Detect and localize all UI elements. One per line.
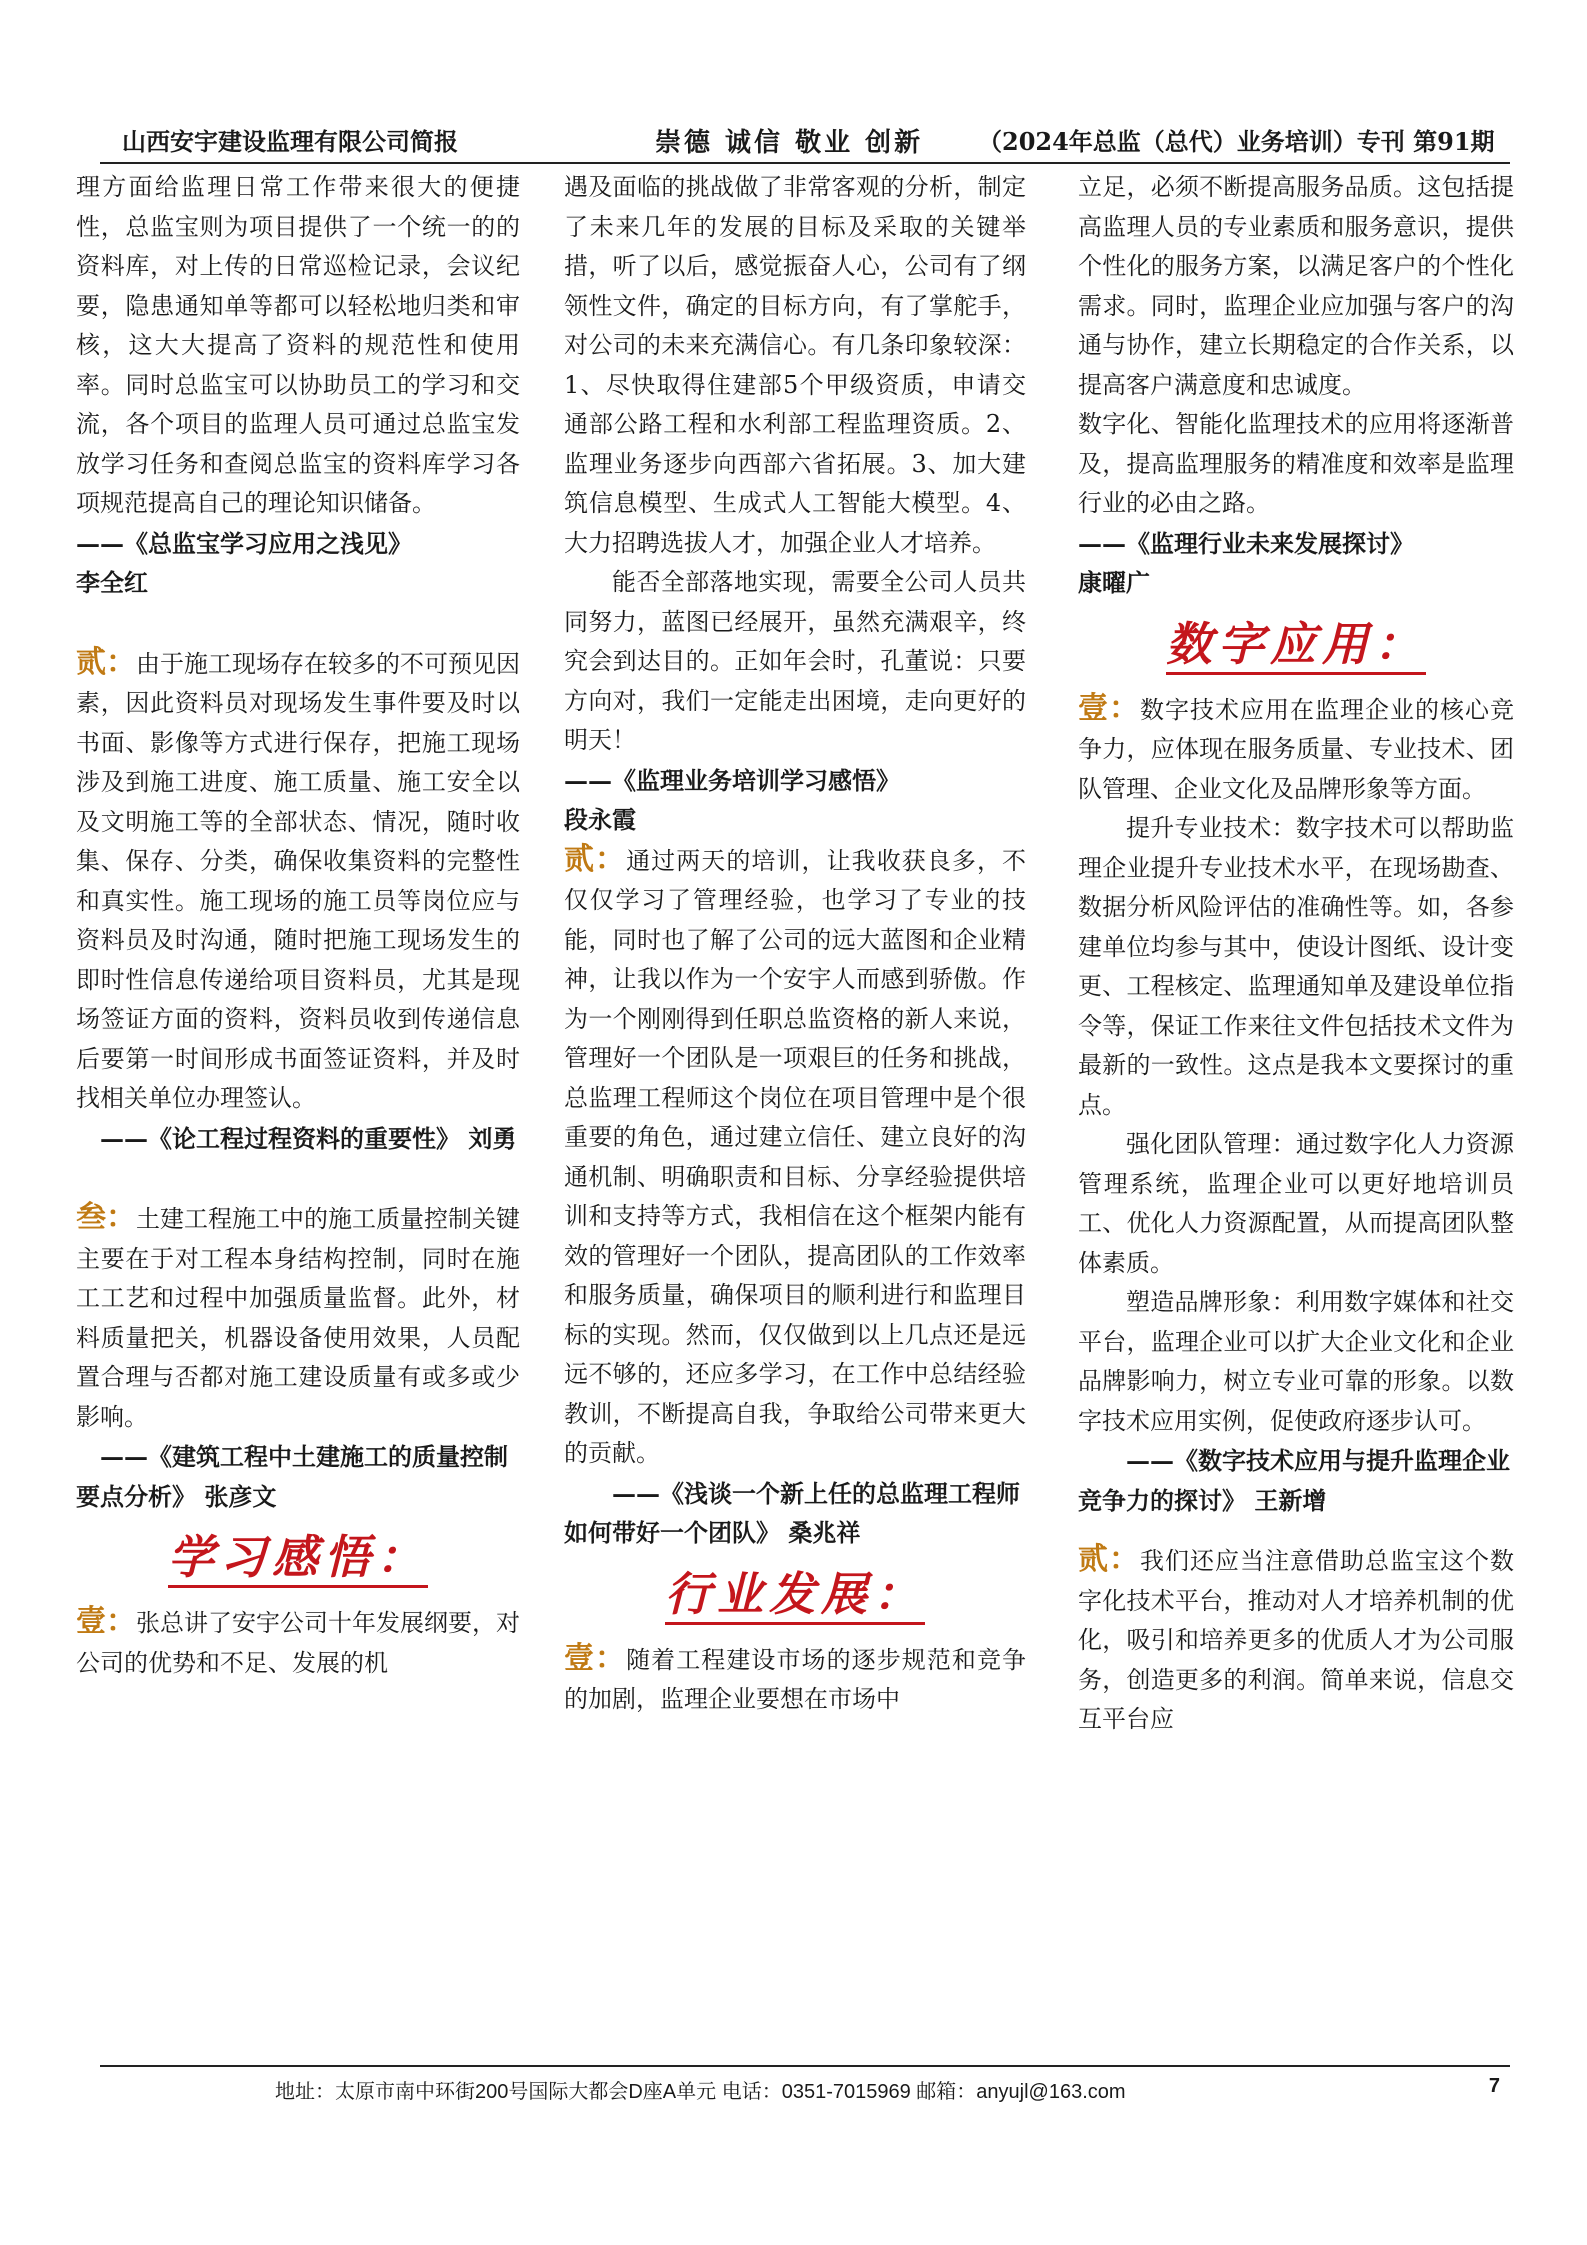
column-2 (564, 168, 1026, 1720)
page-header (100, 118, 1510, 164)
citation: ——《浅谈一个新上任的总监理工程师如何带好一个团队》 桑兆祥 (564, 1478, 1020, 1547)
column-1 (76, 168, 520, 1683)
paragraph: 塑造品牌形象：利用数字媒体和社交平台，监理企业可以扩大企业文化和企业品牌影响力，树立专业可靠的形象。以数字技术应用实例，促使政府逐步认可。 (1078, 1288, 1514, 1435)
item-number: 壹： (76, 1604, 136, 1639)
paragraph: 张总讲了安宇公司十年发展纲要，对公司的优势和不足、发展的机 (76, 1609, 520, 1677)
contact-info: 地址：太原市南中环街200号国际大都会D座A单元 电话：0351-7015969 邮箱：anyujl@163.com (275, 2081, 1126, 2103)
item-number: 壹： (564, 1640, 627, 1676)
paragraph: 数字化、智能化监理技术的应用将逐渐普及，提高监理服务的精准度和效率是监理行业的必由之路。 (1078, 410, 1514, 517)
paragraph: 能否全部落地实现，需要全公司人员共同努力，蓝图已经展开，虽然充满艰辛，终究会到达目的。正如年会时，孔董说：只要方向对，我们一定能走出困境，走向更好的明天！ (564, 568, 1026, 754)
citation: ——《数字技术应用与提升监理企业竞争力的探讨》 王新增 (1078, 1446, 1510, 1515)
section-title: 数字应用： (1078, 609, 1514, 679)
item-number: 贰： (564, 841, 627, 877)
citation: ——《总监宝学习应用之浅见》 (76, 528, 412, 558)
column-3 (1078, 168, 1514, 1740)
paragraph: 遇及面临的挑战做了非常客观的分析，制定了未来几年的发展的目标及采取的关键举措，听了以后，感觉振奋人心，公司有了纲领性文件，确定的目标方向，有了掌舵手，对公司的未来充满信心。有几条印象较深：1、尽快取得住建部5个甲级资质，申请交通部公路工程和水利部工程监理资质。2、监理业务逐步向西部六省拓展。3、加大建筑信息模型、生成式人工智能大模型。4、大力招聘选拔人才，加强企业人才培养。 (564, 173, 1026, 557)
paragraph: 通过两天的培训，让我收获良多，不仅仅学习了管理经验，也学习了专业的技能，同时也了解了公司的远大蓝图和企业精神，让我以作为一个安宇人而感到骄傲。作为一个刚刚得到任职总监资格的新人来说，管理好一个团队是一项艰巨的任务和挑战，总监理工程师这个岗位在项目管理中是个很重要的角色，通过建立信任、建立良好的沟通机制、明确职责和目标、分享经验提供培训和支持等方式，我相信在这个框架内能有效的管理好一个团队，提高团队的工作效率和服务质量，确保项目的顺利进行和监理目标的实现。然而，仅仅做到以上几点还是远远不够的，还应多学习，在工作中总结经验教训，不断提高自我，争取给公司带来更大的贡献。 (564, 846, 1027, 1467)
page-number: 7 (1488, 2075, 1500, 2097)
paragraph: 我们还应当注意借助总监宝这个数字化技术平台，推动对人才培养机制的优化，吸引和培养更多的优质人才为公司服务，创造更多的利润。简单来说，信息交互平台应 (1078, 1547, 1514, 1733)
paragraph: 立足，必须不断提高服务品质。这包括提高监理人员的专业素质和服务意识，提供个性化的服务方案，以满足客户的个性化需求。同时，监理企业应加强与客户的沟通与协作，建立长期稳定的合作关系，以提高客户满意度和忠诚度。 (1078, 173, 1514, 399)
citation: ——《监理业务培训学习感悟》 (564, 765, 900, 795)
section-title: 行业发展： (564, 1559, 1026, 1629)
paragraph: 土建工程施工中的施工质量控制关键主要在于对工程本身结构控制，同时在施工工艺和过程中加强质量监督。此外，材料质量把关，机器设备使用效果，人员配置合理与否都对施工建设质量有或多或少影响。 (76, 1205, 520, 1431)
page-footer (100, 2065, 1510, 2103)
issue-info: （2024年总监（总代）业务培训）专刊 第91期 (978, 127, 1495, 156)
motto: 崇德 诚信 敬业 创新 (655, 128, 924, 158)
paragraph: 理方面给监理日常工作带来很大的便捷性，总监宝则为项目提供了一个统一的的资料库，对上传的日常巡检记录，会议纪要，隐患通知单等都可以轻松地归类和审核，这大大提高了资料的规范性和使用率。同时总监宝可以协助员工的学习和交流，各个项目的监理人员可通过总监宝发放学习任务和查阅总监宝的资料库学习各项规范提高自己的理论知识储备。 (76, 173, 520, 517)
author: 段永霞 (564, 805, 636, 834)
paragraph: 由于施工现场存在较多的不可预见因素，因此资料员对现场发生事件要及时以书面、影像等方式进行保存，把施工现场涉及到施工进度、施工质量、施工安全以及文明施工等的全部状态、情况，随时收集、保存、分类，确保收集资料的完整性和真实性。施工现场的施工员等岗位应与资料员及时沟通，随时把施工现场发生的即时性信息传递给项目资料员，尤其是现场签证方面的资料，资料员收到传递信息后要第一时间形成书面签证资料，并及时找相关单位办理签认。 (76, 649, 520, 1112)
author: 李全红 (76, 568, 148, 597)
author: 康曜广 (1078, 568, 1150, 597)
company-name: 山西安宇建设监理有限公司简报 (122, 127, 458, 156)
item-number: 壹： (1078, 690, 1140, 726)
item-number: 贰： (1078, 1542, 1140, 1577)
citation: ——《监理行业未来发展探讨》 (1078, 528, 1414, 558)
item-number: 叁： (76, 1200, 136, 1235)
paragraph: 数字技术应用在监理企业的核心竞争力，应体现在服务质量、专业技术、团队管理、企业文化及品牌形象等方面。 (1078, 695, 1514, 803)
citation: ——《建筑工程中土建施工的质量控制要点分析》 张彦文 (76, 1442, 508, 1511)
paragraph: 强化团队管理：通过数字化人力资源管理系统，监理企业可以更好地培训员工、优化人力资源配置，从而提高团队整体素质。 (1078, 1130, 1514, 1277)
item-number: 贰： (76, 644, 136, 680)
section-title: 学习感悟： (76, 1522, 520, 1592)
citation: ——《论工程过程资料的重要性》 刘勇 (100, 1123, 517, 1153)
paragraph: 随着工程建设市场的逐步规范和竞争的加剧，监理企业要想在市场中 (564, 1645, 1027, 1713)
paragraph: 提升专业技术：数字技术可以帮助监理企业提升专业技术水平，在现场勘查、数据分析风险评估的准确性等。如，各参建单位均参与其中，使设计图纸、设计变更、工程核定、监理通知单及建设单位指令等，保证工作来往文件包括技术文件为最新的一致性。这点是我本文要探讨的重点。 (1078, 814, 1514, 1119)
